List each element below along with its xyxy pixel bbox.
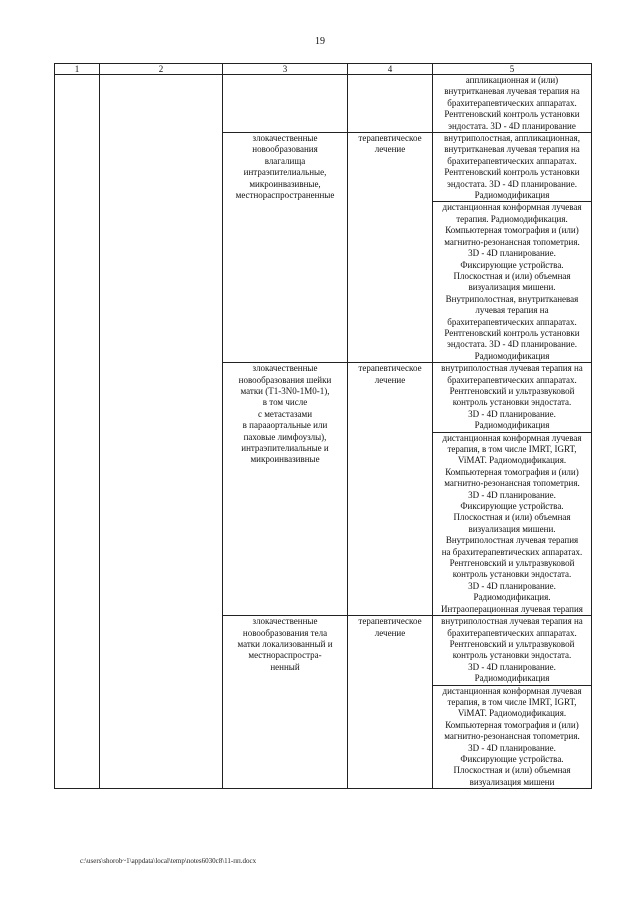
method-cell-line: Радиомодификация (474, 673, 550, 684)
method-cell-line: контроль установки эндостата. (452, 650, 572, 661)
diagnosis-cell-line: матки локализованный и (237, 638, 333, 649)
header-col-5: 5 (433, 64, 592, 75)
footer-file-path: c:\users\shorob~1\appdata\local\temp\notes6030c8\11-пп.docx (80, 857, 257, 865)
method-cell-line: контроль установки эндостата. (452, 397, 572, 408)
method-cell-line: Рентгеновский и ультразвуковой (449, 558, 575, 569)
diagnosis-cell-line: паховые лимфоузлы), (243, 431, 327, 442)
treatment-cell (348, 363, 433, 616)
treatment-cell (348, 75, 433, 133)
method-cell-line: на брахитерапевтических аппаратах. (441, 546, 583, 557)
method-cell-line: Фиксирующие устройства. (460, 501, 564, 512)
method-cell-line: Рентгеновский контроль установки (444, 327, 580, 338)
method-cell-line: Рентгеновский контроль установки (444, 167, 580, 178)
method-cell-line: брахитерапевтических аппаратах. (447, 155, 577, 166)
method-cell-line: Компьютерная томография и (или) (445, 466, 579, 477)
diagnosis-cell-line: новообразования тела (242, 627, 328, 638)
col-1-cell (55, 75, 100, 789)
diagnosis-cell-line: ненный (270, 661, 300, 672)
method-cell-line: дистанционная конформная лучевая (442, 685, 582, 696)
treatment-cell-line: терапевтическое (358, 616, 422, 627)
method-cell-line: ViMAT. Радиомодификация. (457, 455, 567, 466)
method-cell-line: внутриполостная лучевая терапия на (441, 363, 583, 374)
method-cell-line: Радиомодификация (474, 190, 550, 201)
treatment-cell (348, 616, 433, 789)
header-col-1: 1 (55, 64, 100, 75)
treatment-cell-line: лечение (374, 144, 406, 155)
treatment-cell-line: лечение (374, 374, 406, 385)
method-cell-line: 3D - 4D планирование. (468, 661, 556, 672)
method-cell-line: дистанционная конформная лучевая (442, 202, 582, 213)
method-cell-line: терапия, в том числе IMRT, IGRT, (447, 444, 577, 454)
method-cell-line: брахитерапевтических аппаратах. (447, 316, 577, 327)
method-cell-line: 3D - 4D планирование. (468, 248, 556, 259)
diagnosis-cell-line: в парааортальные или (242, 420, 328, 431)
diagnosis-cell (223, 363, 348, 616)
header-col-4: 4 (348, 64, 433, 75)
method-cell-line: магнитно-резонансная топометрия. (444, 731, 580, 742)
header-row (55, 64, 592, 75)
diagnosis-cell-line: в том числе (262, 397, 308, 408)
method-cell-line: Компьютерная томография и (или) (445, 225, 579, 236)
diagnosis-cell-line: матки (T1-3N0-1M0-1), (240, 385, 330, 396)
diagnosis-cell-line: местнораспространенные (235, 190, 335, 201)
table-body (55, 64, 592, 789)
method-cell-line: визуализация мишени. (468, 282, 556, 293)
method-cell-line: лучевая терапия на (475, 305, 549, 316)
method-cell-line: Радиомодификация (474, 420, 550, 431)
method-cell-line: визуализация мишени. (468, 523, 556, 534)
method-cell-line: Фиксирующие устройства. (460, 753, 564, 764)
treatment-cell-line: терапевтическое (358, 363, 422, 374)
table-row (55, 75, 592, 133)
method-cell-line: магнитно-резонансная топометрия. (444, 236, 580, 247)
diagnosis-cell-line: микроинвазивные (250, 454, 320, 465)
method-cell-line: внутриполостная лучевая терапия на (441, 616, 583, 627)
method-cell-line: магнитно-резонансная топометрия. (444, 478, 580, 489)
page-number: 19 (315, 36, 325, 47)
method-cell-line: терапия. Радиомодификация. (456, 213, 568, 224)
method-cell-line: терапия, в том числе IMRT, IGRT, (447, 696, 577, 707)
diagnosis-cell-line: микроинвазивные, (249, 178, 321, 189)
method-cell-line: Плоскостная и (или) объемная (453, 765, 571, 776)
method-cell-line: Радиомодификация (474, 350, 550, 361)
method-cell-line: внутритканевая лучевая терапия на (444, 144, 580, 155)
method-cell-line: Компьютерная томография и (или) (445, 719, 579, 730)
method-cell-line: контроль установки эндостата. (452, 569, 572, 580)
method-cell-line: 3D - 4D планирование. (468, 742, 556, 753)
method-cell-line: эндостата. 3D - 4D планирование (448, 120, 576, 131)
diagnosis-cell-line: злокачественные (252, 616, 318, 627)
method-cell-line: брахитерапевтических аппаратах. (447, 374, 577, 385)
method-cell-line: Внутриполостная, внутритканевая (445, 293, 579, 304)
method-cell-line: дистанционная конформная лучевая (442, 432, 582, 443)
method-cell-line: эндостата. 3D - 4D планирование. (446, 178, 577, 189)
method-cell-line: брахитерапевтических аппаратах. (447, 97, 577, 108)
diagnosis-cell-line: новообразования шейки (238, 374, 332, 385)
header-col-3: 3 (223, 64, 348, 75)
method-cell-line: аппликационная и (или) (465, 75, 559, 85)
method-cell (433, 616, 592, 685)
method-cell-line: эндостата. 3D - 4D планирование. (446, 339, 577, 350)
treatment-cell (348, 133, 433, 363)
method-cell-line: 3D - 4D планирование. (468, 489, 556, 500)
method-cell (433, 75, 592, 133)
services-table (54, 63, 592, 789)
method-cell-line: Плоскостная и (или) объемная (453, 270, 571, 281)
method-cell-line: 3D - 4D планирование. (468, 580, 556, 591)
method-cell (433, 432, 592, 616)
method-cell-line: Интраоперационная лучевая терапия (441, 603, 583, 614)
diagnosis-cell-line: с метастазами (257, 408, 313, 419)
method-cell (433, 202, 592, 363)
diagnosis-cell-line: злокачественные (252, 363, 318, 374)
method-cell-line: Рентгеновский и ультразвуковой (449, 385, 575, 396)
diagnosis-cell-line: местнораспростра- (248, 650, 322, 661)
method-cell-line: брахитерапевтических аппаратах. (447, 627, 577, 638)
diagnosis-cell-line: влагалища (264, 155, 306, 166)
method-cell-line: Рентгеновский контроль установки (444, 109, 580, 120)
diagnosis-cell-line: интраэпителиальные и (241, 443, 329, 453)
diagnosis-cell (223, 75, 348, 133)
method-cell (433, 133, 592, 202)
method-cell-line: внутритканевая лучевая терапия на (444, 86, 580, 97)
method-cell-line: ViMAT. Радиомодификация. (457, 708, 567, 719)
diagnosis-cell (223, 133, 348, 363)
diagnosis-cell-line: интраэпителиальные, (243, 167, 327, 178)
method-cell-line: 3D - 4D планирование. (468, 408, 556, 419)
method-cell-line: Радиомодификация. (473, 592, 551, 603)
treatment-cell-line: лечение (374, 627, 406, 638)
diagnosis-cell-line: новообразования (252, 144, 318, 155)
method-cell-line: Фиксирующие устройства. (460, 259, 564, 270)
diagnosis-cell (223, 616, 348, 789)
method-cell-line: визуализация мишени (469, 776, 555, 787)
header-col-2: 2 (100, 64, 223, 75)
col-2-cell (100, 75, 223, 789)
method-cell-line: внутриполостная, аппликационная, (444, 133, 580, 144)
treatment-cell-line: терапевтическое (358, 133, 422, 144)
method-cell-line: Рентгеновский и ультразвуковой (449, 638, 575, 649)
diagnosis-cell-line: злокачественные (252, 133, 318, 144)
method-cell-line: Внутриполостная лучевая терапия (445, 535, 579, 546)
method-cell-line: Плоскостная и (или) объемная (453, 512, 571, 523)
method-cell (433, 685, 592, 789)
method-cell (433, 363, 592, 432)
